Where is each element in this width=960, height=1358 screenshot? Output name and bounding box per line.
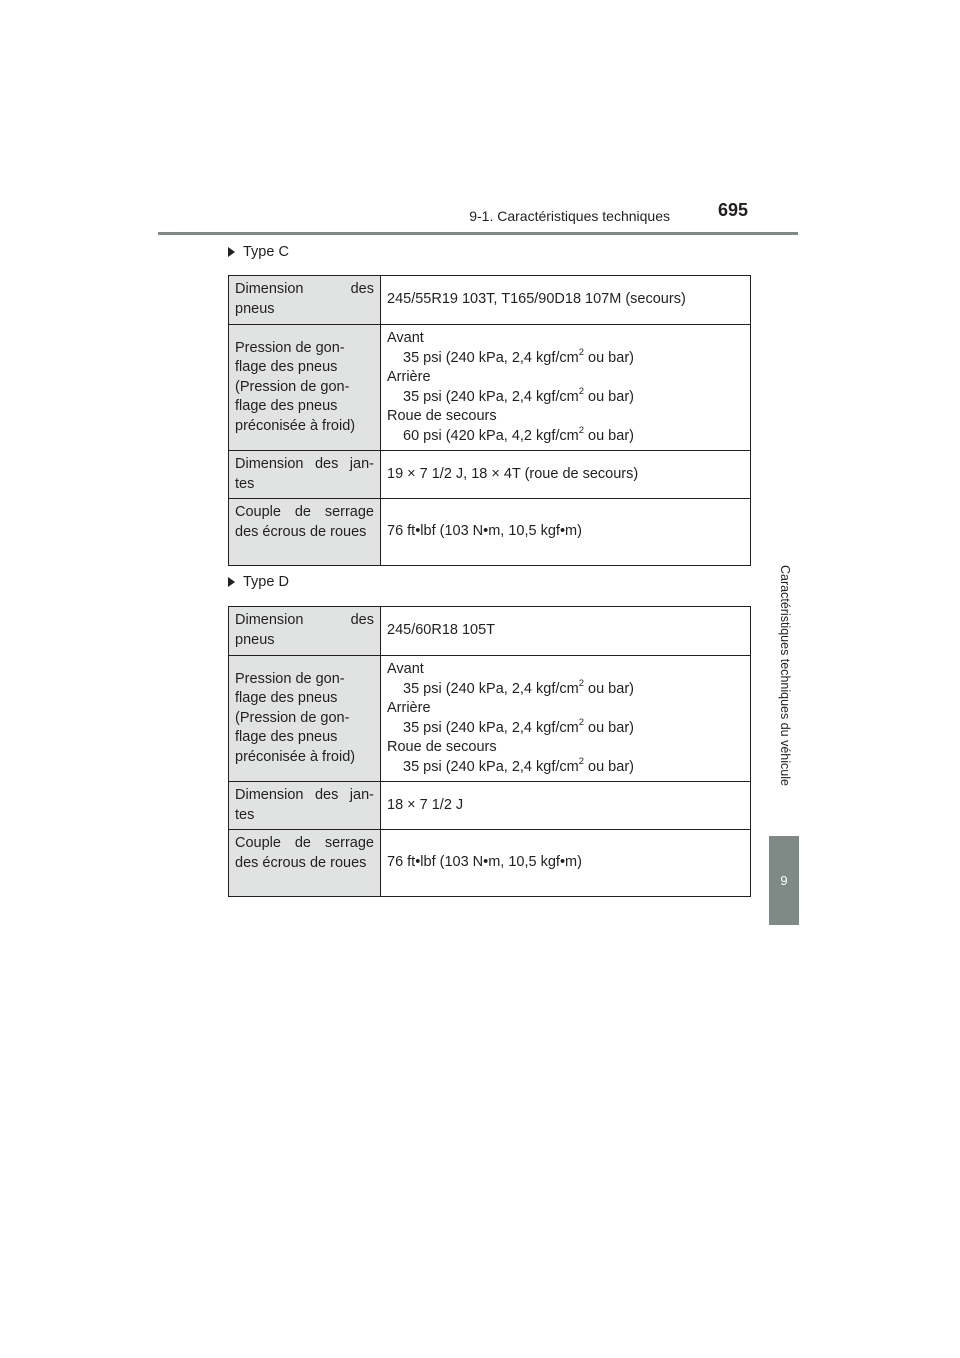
triangle-bullet-icon [228,577,235,587]
inflation-label-line: Pression de gon- [235,339,345,356]
spare-label: Roue de secours [387,739,497,755]
spare-label: Roue de secours [387,408,497,424]
section-title: 9-1. Caractéristiques techniques [469,208,670,224]
rear-pressure: 35 psi (240 kPa, 2,4 kgf/$cm^2$ ou bar) [403,385,634,405]
type-d-spec-table [228,606,751,897]
inflation-label-line: flage des pneus [235,359,338,376]
lug-torque-value: 76 ft•lbf (103 N•m, 10,5 kgf•m) [381,499,751,566]
front-pressure: 35 psi (240 kPa, 2,4 kgf/$cm^2$ ou bar) [403,346,634,366]
rear-pressure: 35 psi (240 kPa, 2,4 kgf/$cm^2$ ou bar) [403,716,634,736]
inflation-label [229,656,381,782]
spare-pressure: 60 psi (420 kPa, 4,2 kgf/$cm^2$ ou bar) [403,424,634,444]
inflation-label-line: Pression de gon- [235,670,345,687]
type-d-heading [228,574,289,590]
table-row [229,276,751,325]
tire-size-value: 245/55R19 103T, T165/90D18 107M (secours) [381,276,751,325]
inflation-label [229,325,381,451]
table-row [229,830,751,897]
page-number: 695 [718,200,749,220]
table-row [229,499,751,566]
front-label: Avant [387,661,424,677]
type-c-heading [228,244,289,260]
front-label: Avant [387,330,424,346]
rim-size-label: Dimension des jan-tes [229,451,381,499]
front-pressure: 35 psi (240 kPa, 2,4 kgf/$cm^2$ ou bar) [403,677,634,697]
inflation-value [381,656,751,782]
inflation-label-line: flage des pneus [235,729,338,746]
rim-size-value: 19 × 7 1/2 J, 18 × 4T (roue de secours) [381,451,751,499]
tire-size-value: 245/60R18 105T [381,607,751,656]
table-row [229,607,751,656]
inflation-label-line: (Pression de gon- [235,709,350,726]
inflation-label-line: préconisée à froid) [235,748,356,765]
rim-size-value: 18 × 7 1/2 J [381,782,751,830]
rear-label: Arrière [387,369,431,385]
inflation-value [381,325,751,451]
type-c-spec-table [228,275,751,566]
lug-torque-label: Couple de serrage des écrous de roues [229,830,381,897]
spare-pressure: 35 psi (240 kPa, 2,4 kgf/$cm^2$ ou bar) [403,755,634,775]
rim-size-label: Dimension des jan-tes [229,782,381,830]
chapter-tab [769,836,799,925]
lug-torque-label: Couple de serrage des écrous de roues [229,499,381,566]
lug-torque-value: 76 ft•lbf (103 N•m, 10,5 kgf•m) [381,830,751,897]
triangle-bullet-icon [228,247,235,257]
tire-size-label: Dimension des pneus [229,607,381,656]
type-d-heading-text: Type D [243,574,289,590]
header-rule [158,232,798,235]
table-row [229,325,751,451]
tire-size-label: Dimension des pneus [229,276,381,325]
table-row [229,451,751,499]
type-c-heading-text: Type C [243,244,289,260]
inflation-label-line: flage des pneus [235,398,338,415]
inflation-label-line: préconisée à froid) [235,417,356,434]
table-row [229,782,751,830]
inflation-label-line: (Pression de gon- [235,378,350,395]
table-row [229,656,751,782]
inflation-label-line: flage des pneus [235,690,338,707]
rear-label: Arrière [387,700,431,716]
chapter-number: 9 [780,873,788,888]
chapter-title-vertical: Caractéristiques techniques du véhicule [778,565,792,786]
